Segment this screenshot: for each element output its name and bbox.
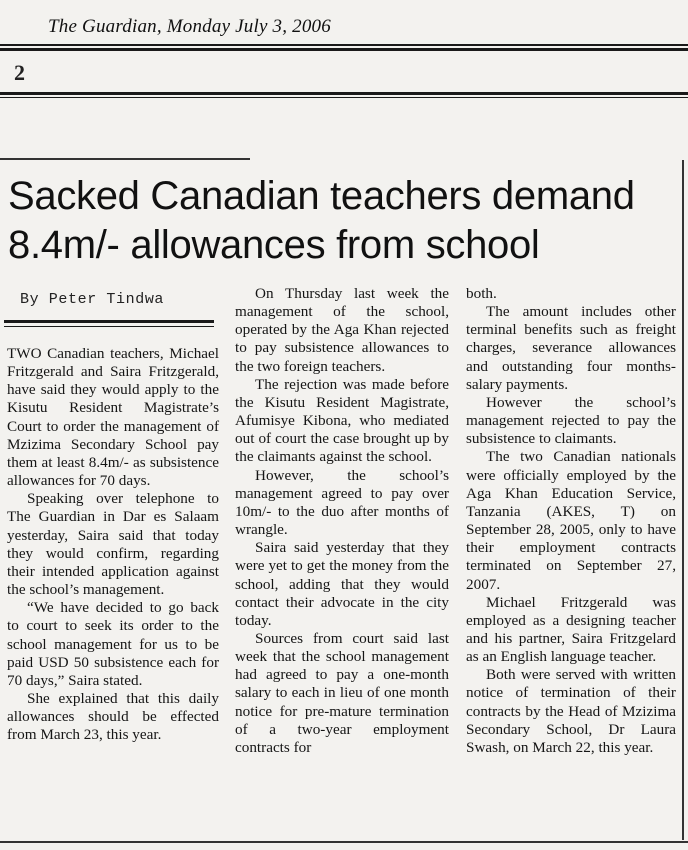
paragraph: However the school’s management rejected to pay the subsistence to claimants.	[466, 393, 676, 448]
paragraph: The amount includes other terminal benefits such as freight charges, severance allowances and outstanding four months-salary payments.	[466, 303, 676, 393]
paragraph: Sources from court said last week that the school management had agreed to pay a one-month salary to each in lieu of one month notice for pre-mature termination of a two-year employment contracts for	[235, 629, 449, 756]
header-rule-thin	[0, 44, 688, 46]
paragraph: Both were served with written notice of termination of their contracts by the Head of Mzizima Secondary School, Dr Laura Swash, on March 22, this year.	[466, 666, 676, 756]
masthead: The Guardian, Monday July 3, 2006	[48, 16, 331, 37]
byline-rule-thin	[4, 326, 214, 327]
paragraph: However, the school’s management agreed to pay over 10m/- to the duo after months of wrangle.	[235, 466, 449, 539]
headline-line-1: Sacked Canadian teachers demand	[8, 174, 635, 218]
paragraph: On Thursday last week the management of the school, operated by the Aga Khan rejected to pay subsistence allowances to the two foreign teachers.	[235, 285, 449, 375]
article-bottom-rule	[0, 841, 688, 843]
article-column-3	[466, 285, 676, 757]
article-column-1	[7, 345, 219, 744]
article-top-rule	[0, 158, 250, 160]
paragraph: “We have decided to go back to court to seek its order to the school management for us to be paid USD 50 subsistence each for 70 days,” Saira stated.	[7, 599, 219, 689]
paragraph: Speaking over telephone to The Guardian in Dar es Salaam yesterday, Saira said that today they would confirm, regarding their intended application against the school’s management.	[7, 490, 219, 599]
paragraph: The rejection was made before the Kisutu Resident Magistrate, Afumisye Kibona, who mediated out of court the case brought up by the claimants against the school.	[235, 375, 449, 466]
article-right-border	[682, 160, 684, 840]
article-column-2	[235, 285, 449, 757]
paragraph: She explained that this daily allowances should be effected from March 23, this year.	[7, 689, 219, 744]
page-rule-thin	[0, 97, 688, 98]
byline: By Peter Tindwa	[20, 291, 165, 308]
paragraph: TWO Canadian teachers, Michael Fritzgerald and Saira Fritzgerald, have said they would apply to the Kisutu Resident Magistrate’s Court to order the management of Mzizima Secondary School pay them at least 8.4m/- as subsistence allowances for 70 days.	[7, 345, 219, 490]
headline	[8, 172, 680, 270]
page-rule-thick	[0, 92, 688, 95]
header-rule-thick	[0, 48, 688, 51]
paragraph: Saira said yesterday that they were yet to get the money from the school, adding that they would contact their advocate in the city today.	[235, 539, 449, 629]
page-number: 2	[14, 60, 25, 85]
headline-line-2: 8.4m/- allowances from school	[8, 223, 540, 267]
paragraph: The two Canadian nationals were officially employed by the Aga Khan Education Service, Tanzania (AKES, T) on September 28, 2005, only to have their employment contracts terminated on September 27, 2007.	[466, 448, 676, 593]
byline-rule-thick	[4, 320, 214, 323]
paragraph: Michael Fritzgerald was employed as a designing teacher and his partner, Saira Fritzgelard as an English language teacher.	[466, 593, 676, 666]
paragraph: both.	[466, 285, 497, 302]
